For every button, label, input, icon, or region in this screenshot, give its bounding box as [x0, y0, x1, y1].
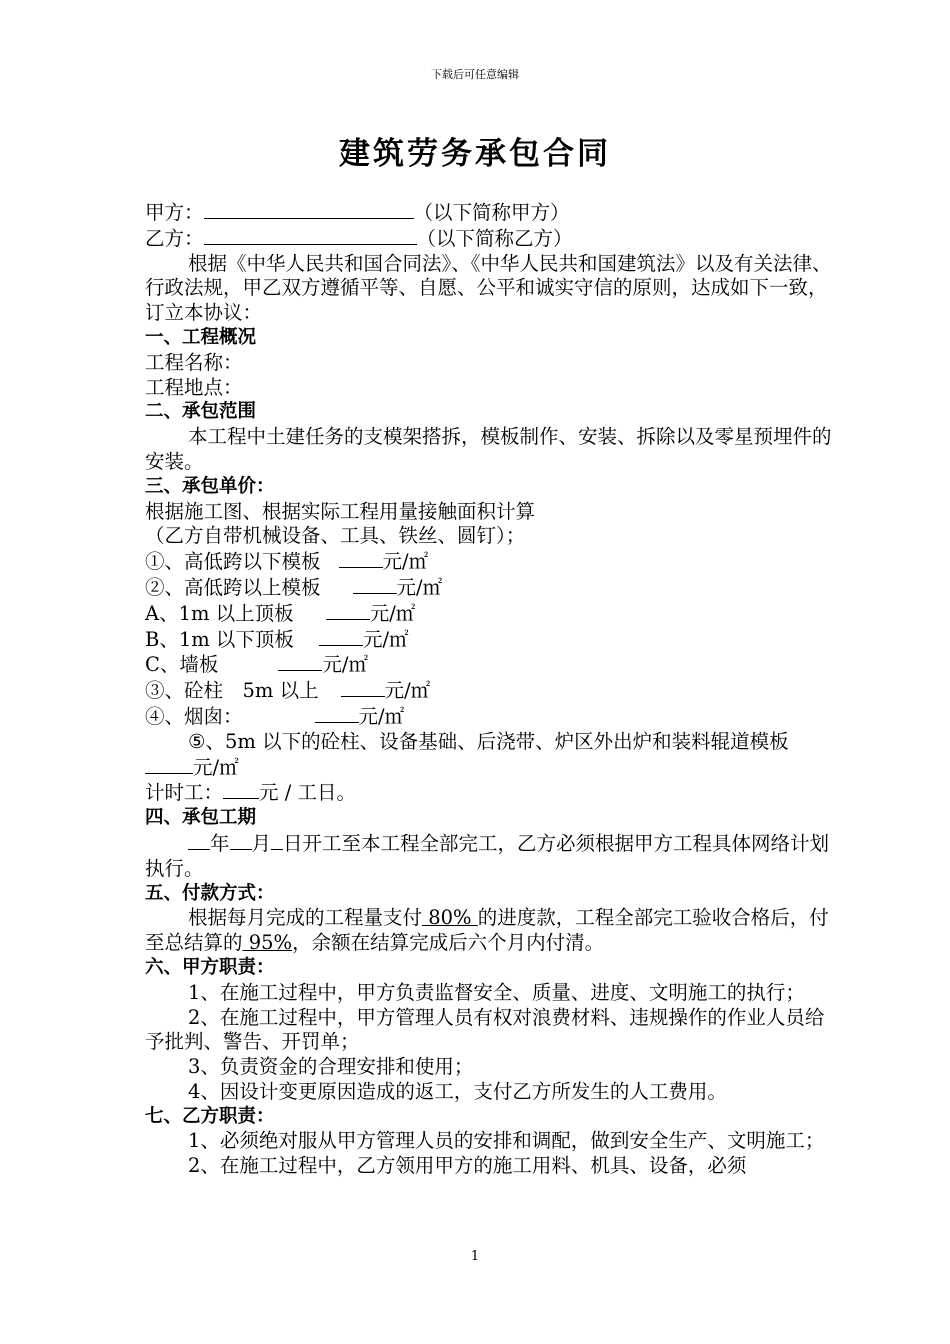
party-a-duty-3: 3、负责资金的合理安排和使用； — [188, 1055, 474, 1079]
price-item-2-label: ②、高低跨以上模板 — [145, 575, 321, 599]
price-item-5 — [145, 730, 835, 781]
price-item-3-label: ③、砼柱 5m 以上 — [145, 679, 319, 703]
party-a-label: 甲方： — [145, 201, 204, 224]
unit-label: 元/㎡ — [396, 575, 443, 599]
party-a-line — [145, 200, 835, 226]
hourly-label: 计时工： — [145, 781, 224, 805]
project-name: 工程名称： — [145, 350, 243, 374]
price-item-b-blank[interactable] — [319, 627, 363, 646]
price-item-4 — [145, 704, 835, 730]
party-a-duty-1: 1、在施工过程中，甲方负责监督安全、质量、进度、文明施工的执行； — [188, 980, 805, 1004]
payment-text-3: ，余额在结算完成后六个月内付清。 — [292, 931, 605, 955]
month-label: 月 — [251, 831, 272, 855]
section-7-heading: 七、乙方职责： — [145, 1105, 275, 1127]
party-b-duty-1: 1、必须绝对服从甲方管理人员的安排和调配，做到安全生产、文明施工； — [188, 1129, 825, 1153]
party-b-duty-2: 2、在施工过程中，乙方领用甲方的施工用料、机具、设备，必须 — [188, 1154, 747, 1178]
hourly-wage — [145, 780, 835, 806]
price-item-2-blank[interactable] — [353, 575, 397, 594]
party-a-blank[interactable] — [204, 200, 414, 219]
page-number: 1 — [470, 1249, 480, 1264]
payment-text-2: 的进度款，工程全部完工验收合格后，付至总结算的 — [145, 906, 829, 955]
party-a-suffix: （以下简称甲方） — [413, 201, 570, 224]
party-a-duty-2: 2、在施工过程中，甲方管理人员有权对浪费材料、违规操作的作业人员给予批判、警告、开罚单； — [145, 1005, 825, 1054]
party-b-suffix: （以下简称乙方） — [416, 226, 573, 250]
party-a-duty-4: 4、因设计变更原因造成的返工，支付乙方所发生的人工费用。 — [188, 1079, 727, 1103]
price-basis: 根据施工图、根据实际工程用量接触面积计算 — [145, 499, 536, 523]
price-item-a-label: A、1m 以上顶板 — [145, 601, 294, 625]
progress-percent: 80% — [422, 906, 478, 930]
price-item-1 — [145, 549, 835, 575]
section-6-heading: 六、甲方职责： — [145, 956, 275, 978]
unit-label: 元/㎡ — [193, 755, 239, 779]
section-1-heading: 一、工程概况 — [145, 326, 257, 348]
header-note: 下载后可任意编辑 — [431, 68, 519, 81]
price-item-c-blank[interactable] — [278, 652, 322, 671]
unit-label: 元/㎡ — [382, 550, 429, 574]
scope-paragraph: 本工程中土建任务的支模架搭拆，模板制作、安装、拆除以及零星预埋件的安装。 — [145, 425, 832, 473]
party-b-line — [145, 226, 835, 252]
party-b-blank[interactable] — [204, 226, 417, 245]
price-item-2 — [145, 575, 835, 601]
price-item-4-blank[interactable] — [315, 704, 359, 723]
payment-paragraph — [145, 906, 835, 956]
document-title: 建筑劳务承包合同 — [339, 136, 611, 172]
price-item-a — [145, 601, 835, 627]
payment-text-1: 根据每月完成的工程量支付 — [188, 906, 423, 930]
price-item-5-label: ⑤、5m 以下的砼柱、设备基础、后浇带、炉区外出炉和装料辊道模板 — [188, 729, 789, 753]
price-item-3 — [145, 678, 835, 704]
unit-label: 元/㎡ — [358, 704, 405, 728]
month-blank[interactable] — [230, 831, 252, 850]
project-place: 工程地点： — [145, 375, 243, 399]
section-3-heading: 三、承包单价： — [145, 475, 275, 497]
schedule-text: 日开工至本工程全部完工，乙方必须根据甲方工程具体网络计划执行。 — [145, 831, 830, 880]
year-label: 年 — [210, 831, 230, 855]
price-item-a-blank[interactable] — [326, 601, 370, 620]
unit-label: 元/㎡ — [362, 627, 409, 651]
hourly-unit: 元 / 工日。 — [259, 781, 356, 805]
price-item-3-blank[interactable] — [341, 678, 385, 697]
unit-label: 元/㎡ — [369, 601, 416, 625]
party-b-label: 乙方： — [145, 226, 204, 250]
price-item-1-label: ①、高低跨以下模板 — [145, 550, 321, 574]
section-2-heading: 二、承包范围 — [145, 401, 257, 423]
day-blank[interactable] — [271, 831, 283, 850]
price-item-c-label: C、墙板 — [145, 653, 219, 677]
price-item-4-label: ④、烟囱： — [145, 704, 243, 728]
price-item-c — [145, 652, 835, 678]
year-blank[interactable] — [188, 831, 210, 850]
price-item-b — [145, 627, 835, 653]
intro-paragraph: 根据《中华人民共和国合同法》、《中华人民共和国建筑法》以及有关法律、行政法规，甲乙双方遵循平等、自愿、公平和诚实守信的原则，达成如下一致，订立本协议： — [145, 251, 832, 325]
settlement-percent: 95% — [242, 931, 293, 955]
unit-label: 元/㎡ — [384, 679, 431, 703]
contract-body — [145, 200, 835, 1179]
price-note: （乙方自带机械设备、工具、铁丝、圆钉）； — [145, 524, 526, 548]
section-4-heading: 四、承包工期 — [145, 807, 257, 829]
unit-label: 元/㎡ — [322, 653, 368, 677]
schedule-paragraph — [145, 831, 835, 882]
section-5-heading: 五、付款方式： — [145, 882, 275, 904]
hourly-blank[interactable] — [223, 780, 259, 799]
price-item-5-blank[interactable] — [145, 755, 193, 774]
price-item-1-blank[interactable] — [339, 549, 383, 568]
price-item-b-label: B、1m 以下顶板 — [145, 627, 294, 651]
